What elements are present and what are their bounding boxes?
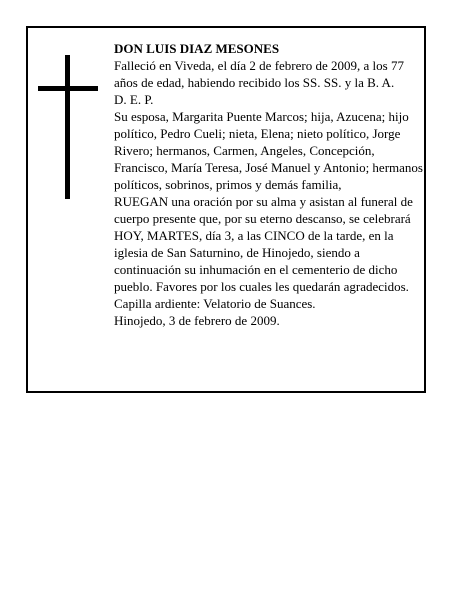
cross-vertical-bar bbox=[65, 55, 70, 199]
family-list: Su esposa, Margarita Puente Marcos; hija, Azucena; hijo político, Pedro Cueli; nieta, Elena; nieto político, Jorge Rivero; hermanos, Carmen, Angeles, Concepción, Francisco, María Teresa, José Manuel y Antonio; hermanos políticos, sobrinos, primos y demás familia, bbox=[114, 109, 423, 192]
place-date: Hinojedo, 3 de febrero de 2009. bbox=[114, 313, 280, 328]
deceased-name: DON LUIS DIAZ MESONES bbox=[114, 41, 280, 56]
death-statement: Falleció en Viveda, el día 2 de febrero de 2009, a los 77 años de edad, habiendo recibido los SS. SS. y la B. A. bbox=[114, 58, 404, 90]
cross-horizontal-bar bbox=[38, 86, 98, 91]
rip-line: D. E. P. bbox=[114, 92, 154, 107]
cross-icon bbox=[38, 55, 98, 199]
obituary-text bbox=[114, 40, 426, 329]
obituary-notice bbox=[26, 26, 426, 393]
funeral-request: RUEGAN una oración por su alma y asistan al funeral de cuerpo presente que, por su eterno descanso, se celebrará HOY, MARTES, día 3, a las CINCO de la tarde, en la iglesia de San Saturnino, de Hinojedo, siendo a continuación su inhumación en el cementerio de dicho pueblo. Favores por los cuales les quedarán agradecidos. Capilla ardiente: Velatorio de Suances. bbox=[114, 194, 413, 311]
